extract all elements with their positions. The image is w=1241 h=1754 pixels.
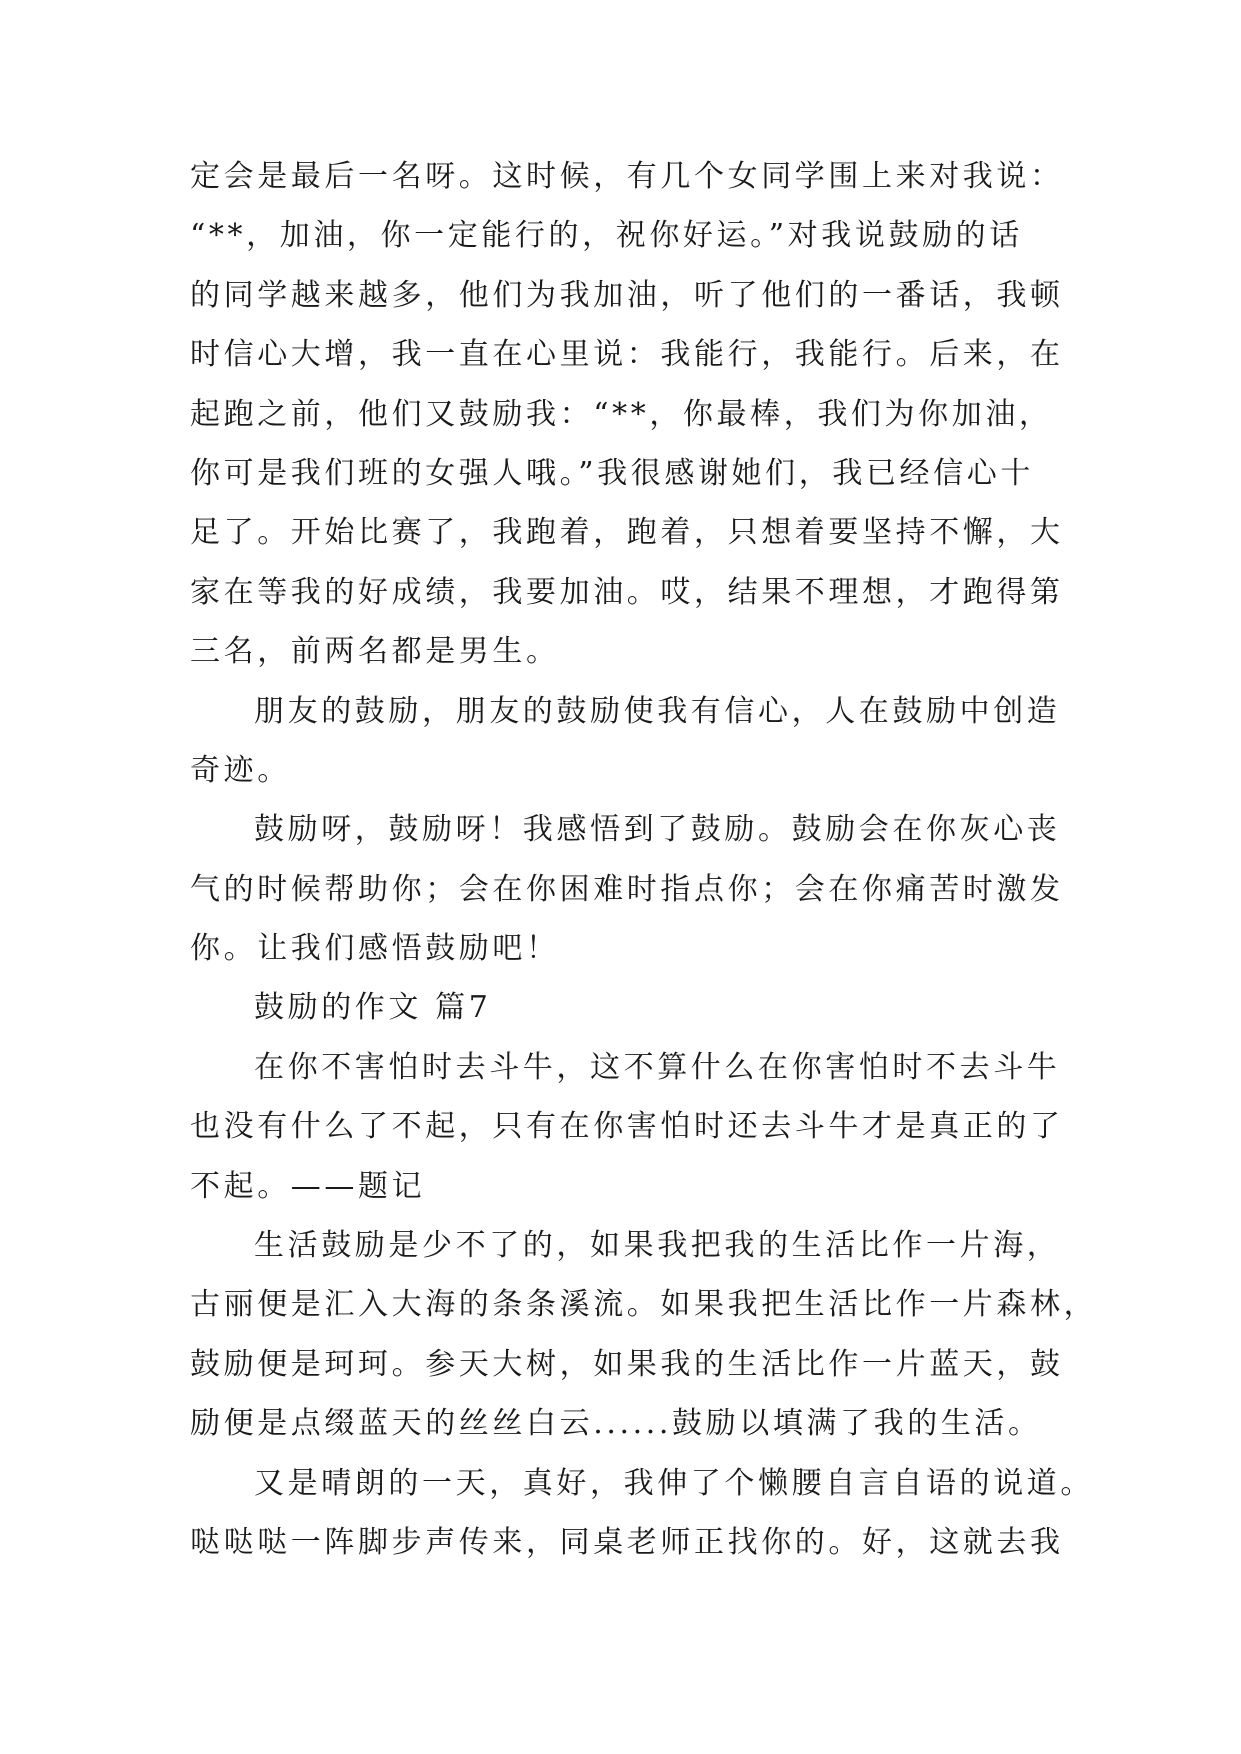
text-line: 足了。开始比赛了，我跑着，跑着，只想着要坚持不懈，大 <box>190 515 1064 551</box>
paragraph-start-line: 又是晴朗的一天，真好，我伸了个懒腰自言自语的说道。 <box>254 1465 1094 1501</box>
text-line: 定会是最后一名呀。这时候，有几个女同学围上来对我说： <box>190 159 1064 194</box>
text-line: 时信心大增，我一直在心里说：我能行，我能行。后来，在 <box>190 337 1064 373</box>
paragraph-start-line: 生活鼓励是少不了的，如果我把我的生活比作一片海， <box>254 1228 1061 1264</box>
text-line: 鼓励便是珂珂。参天大树，如果我的生活比作一片蓝天，鼓 <box>190 1346 1064 1382</box>
text-line: 也没有什么了不起，只有在你害怕时还去斗牛才是真正的了 <box>190 1109 1064 1145</box>
text-line: 古丽便是汇入大海的条条溪流。如果我把生活比作一片森林， <box>190 1287 1098 1323</box>
text-line: 励便是点缀蓝天的丝丝白云......鼓励以填满了我的生活。 <box>190 1406 1042 1442</box>
text-line: 气的时候帮助你；会在你困难时指点你；会在你痛苦时激发 <box>190 871 1064 907</box>
paragraph-start-line: 在你不害怕时去斗牛，这不算什么在你害怕时不去斗牛 <box>254 1049 1061 1085</box>
text-line: 奇迹。 <box>190 752 291 788</box>
essay-text <box>190 147 1098 1572</box>
text-line: 三名，前两名都是男生。 <box>190 634 560 670</box>
text-line: 起跑之前，他们又鼓励我：“**，你最棒，我们为你加油， <box>190 396 1053 432</box>
text-line: 的同学越来越多，他们为我加油，听了他们的一番话，我顿 <box>190 277 1064 313</box>
paragraph-start-line: 朋友的鼓励，朋友的鼓励使我有信心，人在鼓励中创造 <box>254 693 1061 729</box>
text-line: 哒哒哒一阵脚步声传来，同桌老师正找你的。好，这就去我 <box>190 1524 1064 1560</box>
text-line: 你。让我们感悟鼓励吧！ <box>190 931 560 967</box>
text-line: “**，加油，你一定能行的，祝你好运。”对我说鼓励的话 <box>190 218 1023 254</box>
paragraph-start-line: 鼓励呀，鼓励呀！我感悟到了鼓励。鼓励会在你灰心丧 <box>254 812 1061 848</box>
text-line: 家在等我的好成绩，我要加油。哎，结果不理想，才跑得第 <box>190 574 1064 610</box>
section-heading: 鼓励的作文 篇7 <box>254 990 492 1026</box>
text-line: 你可是我们班的女强人哦。”我很感谢她们，我已经信心十 <box>190 455 1034 491</box>
text-line: 不起。——题记 <box>190 1168 426 1204</box>
